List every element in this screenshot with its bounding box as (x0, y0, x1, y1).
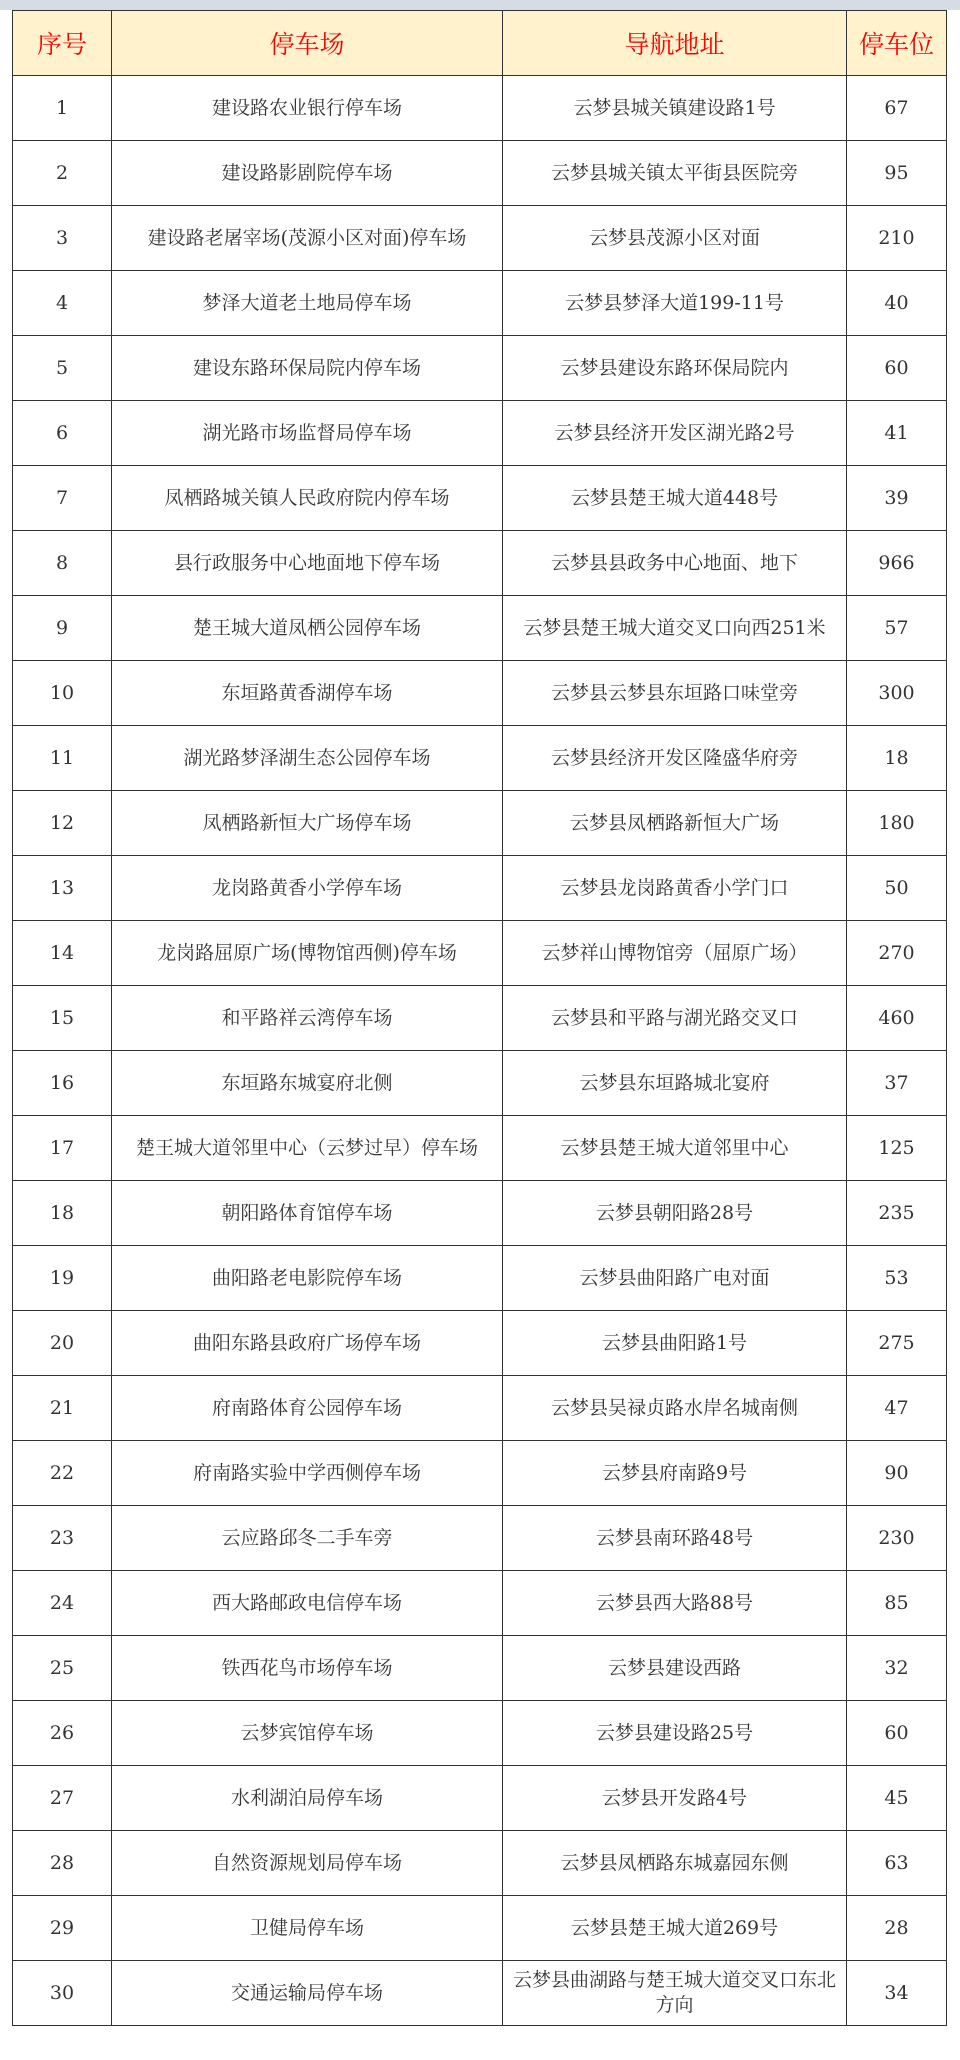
cell-parking-lot: 县行政服务中心地面地下停车场 (112, 531, 503, 596)
cell-address: 云梦县和平路与湖光路交叉口 (503, 986, 847, 1051)
cell-parking-lot: 府南路实验中学西侧停车场 (112, 1441, 503, 1506)
table-row (13, 1181, 947, 1246)
table-row (13, 1246, 947, 1311)
cell-spaces: 57 (847, 596, 947, 661)
cell-address: 云梦县经济开发区隆盛华府旁 (503, 726, 847, 791)
cell-index: 12 (13, 791, 112, 856)
table-row (13, 1831, 947, 1896)
cell-index: 21 (13, 1376, 112, 1441)
parking-table (12, 10, 947, 2026)
cell-parking-lot: 云梦宾馆停车场 (112, 1701, 503, 1766)
header-address: 导航地址 (503, 11, 847, 76)
table-row (13, 791, 947, 856)
table-row (13, 141, 947, 206)
cell-parking-lot: 府南路体育公园停车场 (112, 1376, 503, 1441)
cell-address: 云梦县楚王城大道交叉口向西251米 (503, 596, 847, 661)
cell-index: 7 (13, 466, 112, 531)
cell-spaces: 41 (847, 401, 947, 466)
cell-index: 16 (13, 1051, 112, 1116)
cell-parking-lot: 西大路邮政电信停车场 (112, 1571, 503, 1636)
cell-index: 14 (13, 921, 112, 986)
cell-address: 云梦县东垣路城北宴府 (503, 1051, 847, 1116)
table-row (13, 1701, 947, 1766)
cell-address: 云梦县凤栖路新恒大广场 (503, 791, 847, 856)
cell-address: 云梦县建设西路 (503, 1636, 847, 1701)
cell-parking-lot: 水利湖泊局停车场 (112, 1766, 503, 1831)
cell-spaces: 180 (847, 791, 947, 856)
table-row (13, 1636, 947, 1701)
cell-spaces: 95 (847, 141, 947, 206)
cell-parking-lot: 建设路老屠宰场(茂源小区对面)停车场 (112, 206, 503, 271)
cell-parking-lot: 龙岗路黄香小学停车场 (112, 856, 503, 921)
cell-spaces: 230 (847, 1506, 947, 1571)
cell-parking-lot: 楚王城大道邻里中心（云梦过早）停车场 (112, 1116, 503, 1181)
cell-spaces: 37 (847, 1051, 947, 1116)
cell-index: 10 (13, 661, 112, 726)
cell-address: 云梦县城关镇建设路1号 (503, 76, 847, 141)
header-spaces: 停车位 (847, 11, 947, 76)
cell-index: 17 (13, 1116, 112, 1181)
cell-parking-lot: 铁西花鸟市场停车场 (112, 1636, 503, 1701)
cell-spaces: 235 (847, 1181, 947, 1246)
cell-index: 22 (13, 1441, 112, 1506)
cell-address: 云梦县曲湖路与楚王城大道交叉口东北方向 (503, 1961, 847, 2026)
cell-index: 9 (13, 596, 112, 661)
table-row (13, 1376, 947, 1441)
cell-address: 云梦县建设路25号 (503, 1701, 847, 1766)
cell-spaces: 45 (847, 1766, 947, 1831)
cell-parking-lot: 湖光路市场监督局停车场 (112, 401, 503, 466)
cell-index: 11 (13, 726, 112, 791)
cell-index: 15 (13, 986, 112, 1051)
cell-address: 云梦县朝阳路28号 (503, 1181, 847, 1246)
table-row (13, 986, 947, 1051)
cell-address: 云梦县建设东路环保局院内 (503, 336, 847, 401)
cell-spaces: 67 (847, 76, 947, 141)
cell-parking-lot: 梦泽大道老土地局停车场 (112, 271, 503, 336)
cell-address: 云梦县南环路48号 (503, 1506, 847, 1571)
cell-address: 云梦县龙岗路黄香小学门口 (503, 856, 847, 921)
cell-parking-lot: 朝阳路体育馆停车场 (112, 1181, 503, 1246)
table-row (13, 1116, 947, 1181)
cell-spaces: 50 (847, 856, 947, 921)
cell-spaces: 460 (847, 986, 947, 1051)
cell-address: 云梦县茂源小区对面 (503, 206, 847, 271)
cell-address: 云梦县楚王城大道448号 (503, 466, 847, 531)
cell-spaces: 300 (847, 661, 947, 726)
cell-index: 4 (13, 271, 112, 336)
cell-parking-lot: 东垣路黄香湖停车场 (112, 661, 503, 726)
cell-address: 云梦县凤栖路东城嘉园东侧 (503, 1831, 847, 1896)
cell-address: 云梦县吴禄贞路水岸名城南侧 (503, 1376, 847, 1441)
cell-parking-lot: 凤栖路城关镇人民政府院内停车场 (112, 466, 503, 531)
header-parking-lot: 停车场 (112, 11, 503, 76)
table-row (13, 1766, 947, 1831)
table-row (13, 596, 947, 661)
table-row (13, 76, 947, 141)
cell-index: 6 (13, 401, 112, 466)
cell-address: 云梦县楚王城大道邻里中心 (503, 1116, 847, 1181)
table-row (13, 1571, 947, 1636)
table-row (13, 1961, 947, 2026)
table-row (13, 1441, 947, 1506)
cell-index: 2 (13, 141, 112, 206)
table-row (13, 1506, 947, 1571)
cell-address: 云梦县县政务中心地面、地下 (503, 531, 847, 596)
cell-spaces: 210 (847, 206, 947, 271)
table-row (13, 1311, 947, 1376)
cell-index: 28 (13, 1831, 112, 1896)
cell-spaces: 125 (847, 1116, 947, 1181)
table-row (13, 1896, 947, 1961)
cell-parking-lot: 楚王城大道凤栖公园停车场 (112, 596, 503, 661)
cell-parking-lot: 湖光路梦泽湖生态公园停车场 (112, 726, 503, 791)
cell-address: 云梦县城关镇太平街县医院旁 (503, 141, 847, 206)
cell-spaces: 966 (847, 531, 947, 596)
cell-parking-lot: 曲阳东路县政府广场停车场 (112, 1311, 503, 1376)
cell-spaces: 275 (847, 1311, 947, 1376)
cell-address: 云梦县经济开发区湖光路2号 (503, 401, 847, 466)
cell-spaces: 270 (847, 921, 947, 986)
cell-parking-lot: 曲阳路老电影院停车场 (112, 1246, 503, 1311)
cell-index: 26 (13, 1701, 112, 1766)
cell-index: 18 (13, 1181, 112, 1246)
top-band (0, 0, 960, 10)
cell-parking-lot: 和平路祥云湾停车场 (112, 986, 503, 1051)
table-row (13, 856, 947, 921)
cell-parking-lot: 自然资源规划局停车场 (112, 1831, 503, 1896)
cell-spaces: 18 (847, 726, 947, 791)
cell-spaces: 34 (847, 1961, 947, 2026)
cell-spaces: 63 (847, 1831, 947, 1896)
table-row (13, 921, 947, 986)
cell-spaces: 47 (847, 1376, 947, 1441)
table-row (13, 336, 947, 401)
cell-address: 云梦县梦泽大道199-11号 (503, 271, 847, 336)
cell-parking-lot: 建设路影剧院停车场 (112, 141, 503, 206)
table-row (13, 661, 947, 726)
cell-index: 27 (13, 1766, 112, 1831)
cell-spaces: 28 (847, 1896, 947, 1961)
cell-index: 23 (13, 1506, 112, 1571)
table-row (13, 726, 947, 791)
cell-spaces: 60 (847, 1701, 947, 1766)
cell-address: 云梦县府南路9号 (503, 1441, 847, 1506)
cell-spaces: 90 (847, 1441, 947, 1506)
cell-index: 8 (13, 531, 112, 596)
cell-index: 13 (13, 856, 112, 921)
cell-index: 1 (13, 76, 112, 141)
cell-parking-lot: 卫健局停车场 (112, 1896, 503, 1961)
cell-spaces: 39 (847, 466, 947, 531)
cell-index: 25 (13, 1636, 112, 1701)
cell-parking-lot: 凤栖路新恒大广场停车场 (112, 791, 503, 856)
cell-address: 云梦县楚王城大道269号 (503, 1896, 847, 1961)
cell-address: 云梦县云梦县东垣路口味堂旁 (503, 661, 847, 726)
cell-address: 云梦县曲阳路1号 (503, 1311, 847, 1376)
header-index: 序号 (13, 11, 112, 76)
cell-parking-lot: 龙岗路屈原广场(博物馆西侧)停车场 (112, 921, 503, 986)
cell-index: 24 (13, 1571, 112, 1636)
table-row (13, 271, 947, 336)
cell-index: 19 (13, 1246, 112, 1311)
cell-index: 29 (13, 1896, 112, 1961)
table-row (13, 1051, 947, 1116)
cell-index: 5 (13, 336, 112, 401)
table-row (13, 466, 947, 531)
table-row (13, 206, 947, 271)
cell-address: 云梦县开发路4号 (503, 1766, 847, 1831)
cell-spaces: 60 (847, 336, 947, 401)
cell-parking-lot: 交通运输局停车场 (112, 1961, 503, 2026)
cell-parking-lot: 建设路农业银行停车场 (112, 76, 503, 141)
cell-index: 3 (13, 206, 112, 271)
cell-spaces: 53 (847, 1246, 947, 1311)
cell-index: 30 (13, 1961, 112, 2026)
cell-address: 云梦祥山博物馆旁（屈原广场） (503, 921, 847, 986)
cell-parking-lot: 建设东路环保局院内停车场 (112, 336, 503, 401)
cell-address: 云梦县曲阳路广电对面 (503, 1246, 847, 1311)
cell-parking-lot: 东垣路东城宴府北侧 (112, 1051, 503, 1116)
cell-index: 20 (13, 1311, 112, 1376)
cell-spaces: 32 (847, 1636, 947, 1701)
header-row (13, 11, 947, 76)
cell-address: 云梦县西大路88号 (503, 1571, 847, 1636)
cell-spaces: 85 (847, 1571, 947, 1636)
table-row (13, 531, 947, 596)
table-row (13, 401, 947, 466)
cell-parking-lot: 云应路邱冬二手车旁 (112, 1506, 503, 1571)
cell-spaces: 40 (847, 271, 947, 336)
